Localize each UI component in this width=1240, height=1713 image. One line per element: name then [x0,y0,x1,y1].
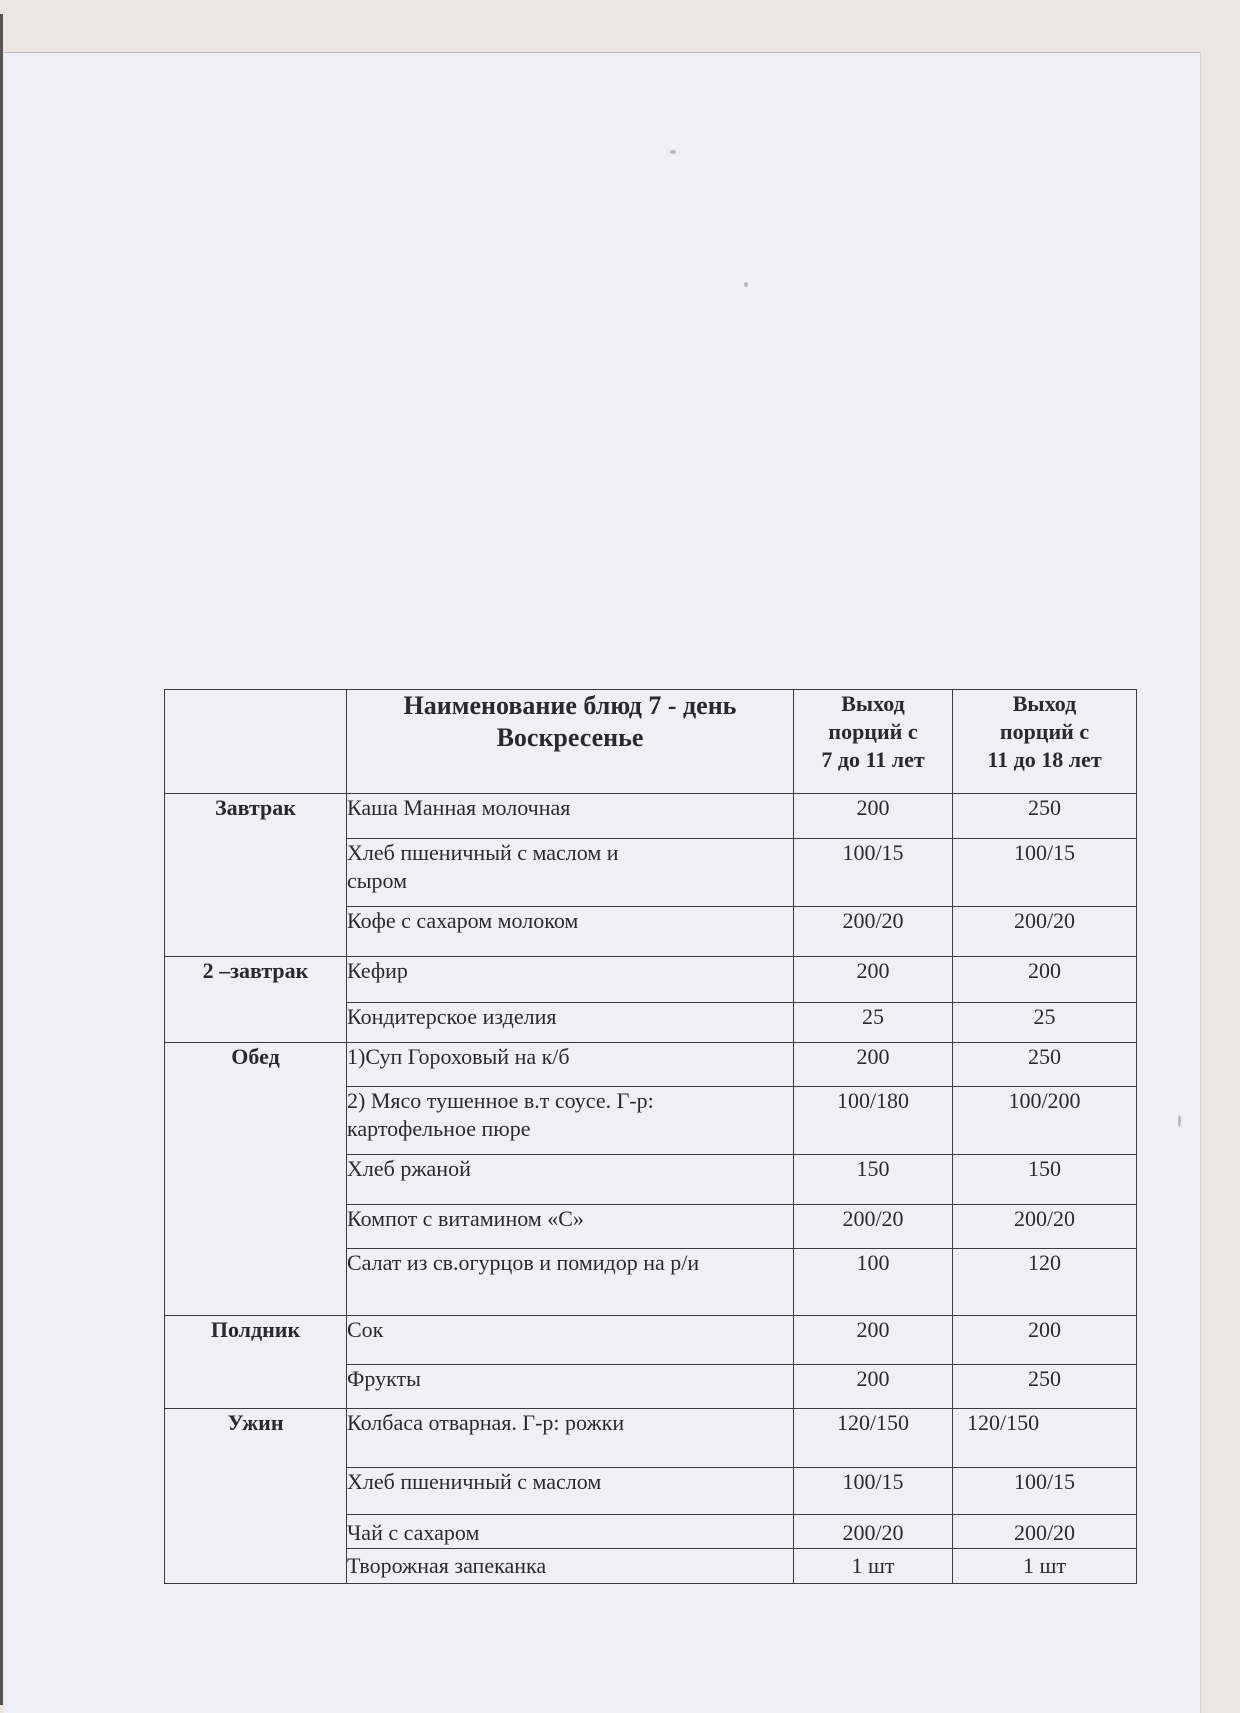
portion-7-11: 100/15 [794,839,953,907]
portion-7-11: 100/180 [794,1087,953,1155]
header-dish-title: Наименование блюд 7 - день [403,691,737,720]
portion-7-11: 200/20 [794,1205,953,1249]
portion-11-18: 200/20 [953,1515,1137,1549]
header-text: порций с [828,719,918,744]
dish-name: 2) Мясо тушенное в.т соусе. Г-р: картофельное пюре [347,1087,794,1155]
portion-7-11: 200 [794,1043,953,1087]
table-header-row [165,690,1137,794]
portion-11-18: 1 шт [953,1549,1137,1584]
portion-11-18: 200 [953,1316,1137,1365]
table-row [165,1043,1137,1087]
portion-7-11: 25 [794,1003,953,1043]
portion-11-18: 100/15 [953,1468,1137,1515]
dish-name: Хлеб пшеничный с маслом и сыром [347,839,794,907]
header-text: Выход [841,691,905,716]
portion-7-11: 200/20 [794,1515,953,1549]
menu-table [164,689,1137,1584]
portion-7-11: 200 [794,957,953,1003]
header-text: 11 до 18 лет [987,747,1102,772]
header-text: Выход [1012,691,1077,716]
meal-breakfast: Завтрак [165,794,347,957]
dish-name: Хлеб ржаной [347,1155,794,1205]
portion-7-11: 100 [794,1249,953,1316]
portion-11-18: 25 [953,1003,1137,1043]
header-meal-cell [165,690,347,794]
meal-second-breakfast: 2 –завтрак [165,957,347,1043]
portion-11-18: 120 [953,1249,1137,1316]
dish-name: Кефир [347,957,794,1003]
table-row [165,794,1137,839]
portion-7-11: 200 [794,1316,953,1365]
portion-11-18: 200/20 [953,1205,1137,1249]
portion-11-18: 200/20 [953,907,1137,957]
portion-11-18: 250 [953,1365,1137,1409]
scan-edge [0,14,3,1705]
dish-name: Чай с сахаром [347,1515,794,1549]
portion-11-18: 200 [953,957,1137,1003]
table-row [165,1409,1137,1468]
portion-7-11: 150 [794,1155,953,1205]
dish-name: 1)Суп Гороховый на к/б [347,1043,794,1087]
meal-lunch: Обед [165,1043,347,1316]
header-dish-name [347,690,794,794]
portion-7-11: 200/20 [794,907,953,957]
header-text: порций с [999,719,1090,744]
dish-name: Кофе с сахаром молоком [347,907,794,957]
portion-11-18: 250 [953,794,1137,839]
dish-name: Компот с витамином «С» [347,1205,794,1249]
dust-speck [1178,1115,1181,1127]
dish-name: Кондитерское изделия [347,1003,794,1043]
dish-name: Колбаса отварная. Г-р: рожки [347,1409,794,1468]
header-day-name: Воскресенье [496,723,644,752]
portion-11-18: 100/200 [953,1087,1137,1155]
table-row [165,957,1137,1003]
portion-7-11: 200 [794,794,953,839]
header-text: 7 до 11 лет [821,747,925,772]
dish-name: Каша Манная молочная [347,794,794,839]
dish-name: Творожная запеканка [347,1549,794,1584]
portion-7-11: 100/15 [794,1468,953,1515]
dust-speck [744,282,748,287]
meal-dinner: Ужин [165,1409,347,1584]
header-output-7-11 [794,690,953,794]
portion-7-11: 200 [794,1365,953,1409]
dish-name: Хлеб пшеничный с маслом [347,1468,794,1515]
dish-name: Фрукты [347,1365,794,1409]
portion-7-11: 1 шт [794,1549,953,1584]
dust-speck [670,150,676,154]
dish-name: Салат из св.огурцов и помидор на р/и [347,1249,794,1316]
portion-7-11: 120/150 [794,1409,953,1468]
portion-11-18: 150 [953,1155,1137,1205]
header-output-11-18 [953,690,1137,794]
table-row [165,1316,1137,1365]
portion-11-18: 120/150 [953,1409,1137,1468]
meal-afternoon-snack: Полдник [165,1316,347,1409]
portion-11-18: 100/15 [953,839,1137,907]
portion-11-18: 250 [953,1043,1137,1087]
dish-name: Сок [347,1316,794,1365]
